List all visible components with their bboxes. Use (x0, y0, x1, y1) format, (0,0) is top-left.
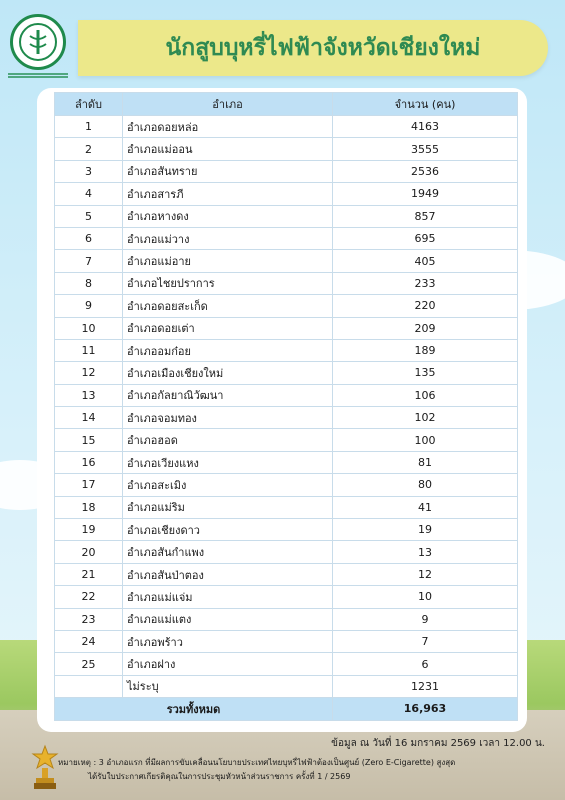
row-district: อำเภอกัลยาณิวัฒนา (123, 384, 333, 406)
table-row (55, 451, 518, 473)
table-row (55, 138, 518, 160)
row-rank: 17 (55, 474, 123, 496)
page-title: นักสูบบุหรี่ไฟฟ้าจังหวัดเชียงใหม่ (165, 35, 481, 61)
row-rank: 16 (55, 451, 123, 473)
district-table (54, 92, 518, 721)
row-count: 189 (333, 339, 518, 361)
row-district: อำเภอสันกำแพง (123, 541, 333, 563)
total-label: รวมทั้งหมด (55, 698, 333, 720)
row-district: อำเภอแม่ริม (123, 496, 333, 518)
row-count: 695 (333, 227, 518, 249)
row-count: 233 (333, 272, 518, 294)
row-rank: 25 (55, 653, 123, 675)
table-row (55, 227, 518, 249)
table-row (55, 474, 518, 496)
row-rank: 9 (55, 295, 123, 317)
row-district: อำเภอไชยปราการ (123, 272, 333, 294)
row-count: 2536 (333, 160, 518, 182)
row-count: 102 (333, 407, 518, 429)
row-district: อำเภอดอยเต่า (123, 317, 333, 339)
table-row (55, 429, 518, 451)
row-rank: 21 (55, 563, 123, 585)
row-district: อำเภอแม่อาย (123, 250, 333, 272)
row-rank: 15 (55, 429, 123, 451)
row-rank: 19 (55, 519, 123, 541)
footnote (58, 756, 555, 792)
row-district: อำเภอสันทราย (123, 160, 333, 182)
table-row (55, 183, 518, 205)
row-count: 220 (333, 295, 518, 317)
row-rank: 8 (55, 272, 123, 294)
row-district: อำเภอดอยสะเก็ด (123, 295, 333, 317)
row-rank: 5 (55, 205, 123, 227)
row-count: 209 (333, 317, 518, 339)
row-count: 13 (333, 541, 518, 563)
row-district: อำเภอฝาง (123, 653, 333, 675)
data-date-note: ข้อมูล ณ วันที่ 16 มกราคม 2569 เวลา 12.00 น. (331, 738, 545, 749)
row-district: อำเภอหางดง (123, 205, 333, 227)
row-count: 6 (333, 653, 518, 675)
column-header-district: อำเภอ (123, 93, 333, 116)
row-rank: 11 (55, 339, 123, 361)
trophy-icon (30, 744, 60, 790)
table-row (55, 250, 518, 272)
table-row (55, 407, 518, 429)
row-district: อำเภอสันป่าตอง (123, 563, 333, 585)
table-row (55, 563, 518, 585)
row-district: อำเภอพร้าว (123, 630, 333, 652)
row-rank: 23 (55, 608, 123, 630)
row-district: อำเภอฮอด (123, 429, 333, 451)
row-count: 135 (333, 362, 518, 384)
row-district: ไม่ระบุ (123, 675, 333, 697)
table-row (55, 362, 518, 384)
table-row (55, 541, 518, 563)
row-district: อำเภอเมืองเชียงใหม่ (123, 362, 333, 384)
table-row (55, 272, 518, 294)
row-district: อำเภอจอมทอง (123, 407, 333, 429)
table-row (55, 496, 518, 518)
table-row (55, 295, 518, 317)
row-rank: 4 (55, 183, 123, 205)
table-row (55, 586, 518, 608)
row-count: 10 (333, 586, 518, 608)
table-row (55, 205, 518, 227)
row-count: 1231 (333, 675, 518, 697)
row-rank (55, 675, 123, 697)
row-district: อำเภอแม่ออน (123, 138, 333, 160)
row-rank: 13 (55, 384, 123, 406)
row-district: อำเภอดอยหล่อ (123, 116, 333, 138)
row-count: 100 (333, 429, 518, 451)
row-rank: 6 (55, 227, 123, 249)
row-count: 80 (333, 474, 518, 496)
row-rank: 12 (55, 362, 123, 384)
row-rank: 20 (55, 541, 123, 563)
footnote-line-2: ได้รับใบประกาศเกียรติคุณในการประชุมหัวหน้าส่วนราชการ ครั้งที่ 1 / 2569 (88, 772, 351, 781)
row-district: อำเภออมก๋อย (123, 339, 333, 361)
row-rank: 7 (55, 250, 123, 272)
table-header-row (55, 93, 518, 116)
table-row (55, 519, 518, 541)
row-district: อำเภอแม่แจ่ม (123, 586, 333, 608)
row-rank: 3 (55, 160, 123, 182)
logo-caption (6, 72, 70, 80)
row-rank: 24 (55, 630, 123, 652)
row-district: อำเภอเชียงดาว (123, 519, 333, 541)
row-count: 81 (333, 451, 518, 473)
table-row-unspecified (55, 675, 518, 697)
table-row (55, 630, 518, 652)
table-row (55, 653, 518, 675)
table-row (55, 608, 518, 630)
row-district: อำเภอเวียงแหง (123, 451, 333, 473)
row-count: 3555 (333, 138, 518, 160)
row-rank: 18 (55, 496, 123, 518)
row-count: 12 (333, 563, 518, 585)
row-count: 19 (333, 519, 518, 541)
row-count: 7 (333, 630, 518, 652)
row-rank: 10 (55, 317, 123, 339)
row-count: 405 (333, 250, 518, 272)
row-count: 9 (333, 608, 518, 630)
row-district: อำเภอแม่วาง (123, 227, 333, 249)
row-district: อำเภอแม่แตง (123, 608, 333, 630)
table-row-total (55, 698, 518, 720)
row-rank: 14 (55, 407, 123, 429)
total-count: 16,963 (333, 698, 518, 720)
table-row (55, 116, 518, 138)
row-count: 41 (333, 496, 518, 518)
table-row (55, 384, 518, 406)
health-office-logo-icon (10, 14, 66, 70)
row-district: อำเภอสะเมิง (123, 474, 333, 496)
row-count: 106 (333, 384, 518, 406)
table-row (55, 317, 518, 339)
column-header-count: จำนวน (คน) (333, 93, 518, 116)
row-district: อำเภอสารภี (123, 183, 333, 205)
table-row (55, 160, 518, 182)
row-count: 4163 (333, 116, 518, 138)
row-rank: 22 (55, 586, 123, 608)
row-count: 1949 (333, 183, 518, 205)
column-header-rank: ลำดับ (55, 93, 123, 116)
footnote-line-1: หมายเหตุ : 3 อำเภอแรก ที่มีผลการขับเคลื่อนนโยบายประเทศไทยบุหรี่ไฟฟ้าต้องเป็นศูนย์ (Zero E-Cigarette) สูงสุด (58, 758, 456, 767)
row-count: 857 (333, 205, 518, 227)
row-rank: 1 (55, 116, 123, 138)
table-row (55, 339, 518, 361)
row-rank: 2 (55, 138, 123, 160)
